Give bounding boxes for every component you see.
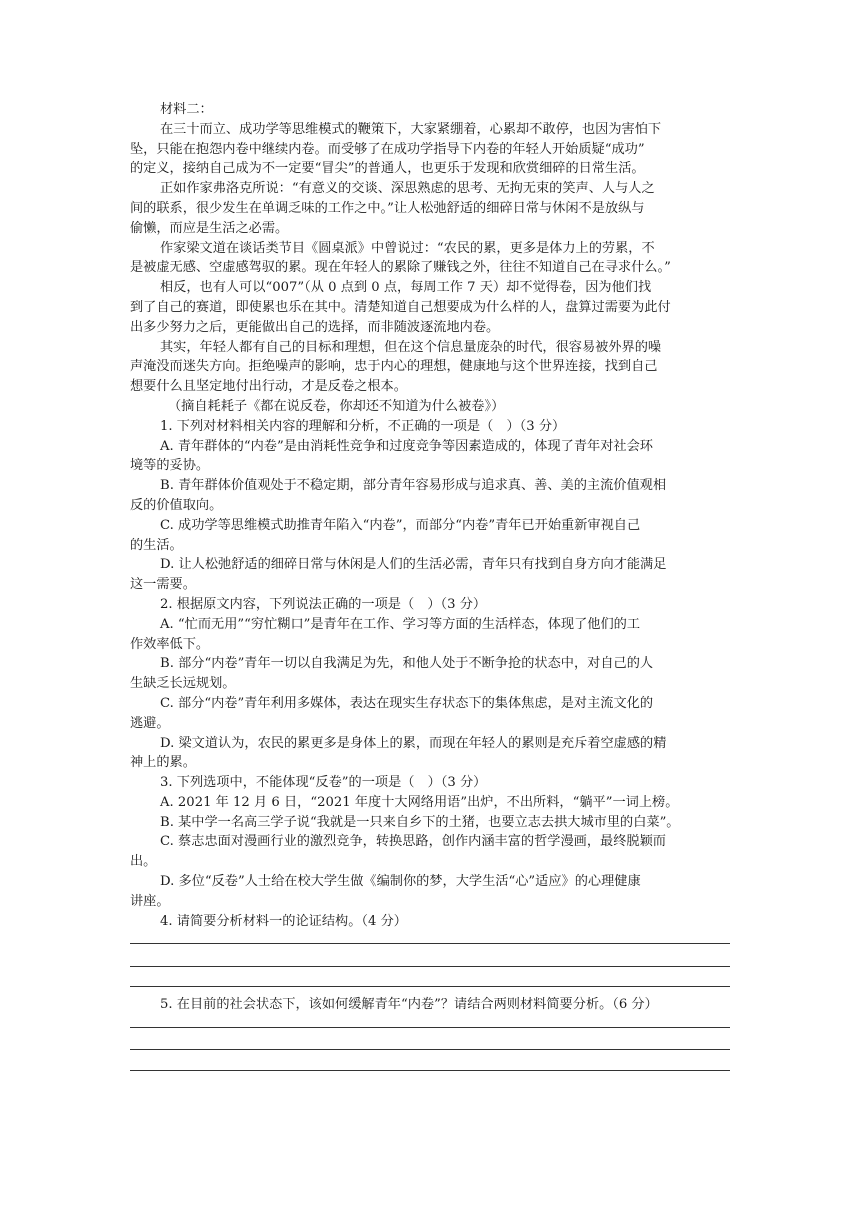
option-a: A. 青年群体的“内卷”是由消耗性竞争和过度竞争等因素造成的，体现了青年对社会环 [160,438,653,454]
paragraph-line: 想要什么且坚定地付出行动，才是反卷之根本。 [130,379,407,395]
option-d-cont: 神上的累。 [130,755,196,771]
paragraph-line: 坠，只能在抱怨内卷中继续内卷。而受够了在成功学指导下内卷的年轻人开始质疑“成功” [130,141,645,157]
question-stem: 1. 下列对材料相关内容的理解和分析，不正确的一项是（ ）（3 分） [160,418,566,434]
option-d-cont: 讲座。 [130,893,170,909]
question-1 [130,417,730,595]
option-d: D. 让人松弛舒适的细碎日常与休闲是人们的生活必需，青年只有找到自身方向才能满足 [160,557,667,573]
option-a: A. “忙而无用”“穷忙糊口”是青年在工作、学习等方面的生活样态，体现了他们的工 [160,616,641,632]
option-b: B. 青年群体价值观处于不稳定期，部分青年容易形成与追求真、善、美的主流价值观相 [160,478,667,494]
option-c-cont: 逃避。 [130,715,170,731]
material-heading: 材料二： [160,102,213,117]
paragraph-line: 作家梁文道在谈话类节目《圆桌派》中曾说过：“农民的累，更多是体力上的劳累，不 [160,240,655,256]
question-stem: 3. 下列选项中，不能体现“反卷”的一项是（ ）（3 分） [160,775,487,791]
answer-line [130,1070,730,1071]
option-c-cont: 的生活。 [130,537,183,553]
material-paragraph [130,239,730,279]
material-paragraph [130,179,730,238]
material-paragraph [130,120,730,179]
exam-page [130,100,730,1071]
paragraph-line: 相反，也有人可以“007”（从 0 点到 0 点，每周工作 7 天）却不觉得卷，因为他们找 [160,280,652,296]
option-c-cont: 出。 [130,854,157,870]
option-a-cont: 作效率低下。 [130,636,210,652]
option-a-cont: 境等的妥协。 [130,458,210,474]
option-c: C. 部分“内卷”青年利用多媒体，表达在现实生存状态下的集体焦虑，是对主流文化的 [160,695,654,711]
option-b-cont: 生缺乏长远规划。 [130,676,236,692]
option-d: D. 多位“反卷”人士给在校大学生做《编制你的梦，大学生活“心”适应》的心理健康 [160,874,641,890]
option-b: B. 某中学一名高三学子说“我就是一只来自乡下的土猪，也要立志去拱大城市里的白菜”。 [160,814,680,830]
option-b: B. 部分“内卷”青年一切以自我满足为先，和他人处于不断争抢的状态中，对自己的人 [160,656,654,672]
material-paragraph [130,278,730,337]
option-a: A. 2021 年 12 月 6 日，“2021 年度十大网络用语”出炉，不出所料，“躺平”一词上榜。 [160,794,679,810]
paragraph-line: 间的联系，很少发生在单调乏味的工作之中。”让人松弛舒适的细碎日常与休闲不是放纵与 [130,200,645,216]
paragraph-line: 其实，年轻人都有自己的目标和理想，但在这个信息量庞杂的时代，很容易被外界的噪 [160,339,662,355]
answer-line [130,986,730,987]
source-citation: （摘自耗耗子《都在说反卷，你却还不知道为什么被卷》） [168,398,505,414]
paragraph-line: 偷懒，而应是生活之必需。 [130,220,289,236]
question-5 [130,995,730,1071]
question-2 [130,595,730,773]
paragraph-line: 的定义，接纳自己成为不一定要“冒尖”的普通人，也更乐于发现和欣赏细碎的日常生活。 [130,161,645,177]
option-d: D. 梁文道认为，农民的累更多是身体上的累，而现在年轻人的累则是充斥着空虚感的精 [160,735,667,751]
option-d-cont: 这一需要。 [130,577,196,593]
option-c: C. 成功学等思维模式助推青年陷入“内卷”，而部分“内卷”青年已开始重新审视自己 [160,517,641,533]
paragraph-line: 出多少努力之后，更能做出自己的选择，而非随波逐流地内卷。 [130,319,500,335]
paragraph-line: 到了自己的赛道，即使累也乐在其中。清楚知道自己想要成为什么样的人，盘算过需要为此付 [130,299,671,315]
question-stem: 5. 在目前的社会状态下，该如何缓解青年“内卷”？请结合两则材料简要分析。（6 分） [160,997,658,1013]
paragraph-line: 是被虚无感、空虚感驾驭的累。现在年轻人的累除了赚钱之外，往往不知道自己在寻求什么。” [130,260,671,276]
question-stem: 4. 请简要分析材料一的论证结构。（4 分） [160,913,407,929]
paragraph-line: 在三十而立、成功学等思维模式的鞭策下，大家紧绷着，心累却不敢停，也因为害怕下 [160,121,662,137]
option-c: C. 蔡志忠面对漫画行业的激烈竞争，转换思路，创作内涵丰富的哲学漫画，最终脱颖而 [160,834,666,850]
question-4 [130,912,730,988]
paragraph-line: 正如作家弗洛克所说：“有意义的交谈、深思熟虑的思考、无拘无束的笑声、人与人之 [160,181,655,197]
question-stem: 2. 根据原文内容，下列说法正确的一项是（ ）（3 分） [160,596,487,612]
option-b-cont: 反的价值取向。 [130,497,223,513]
question-3 [130,773,730,912]
paragraph-line: 声淹没而迷失方向。拒绝噪声的影响，忠于内心的理想，健康地与这个世界连接，找到自己 [130,359,658,375]
material-paragraph [130,338,730,397]
